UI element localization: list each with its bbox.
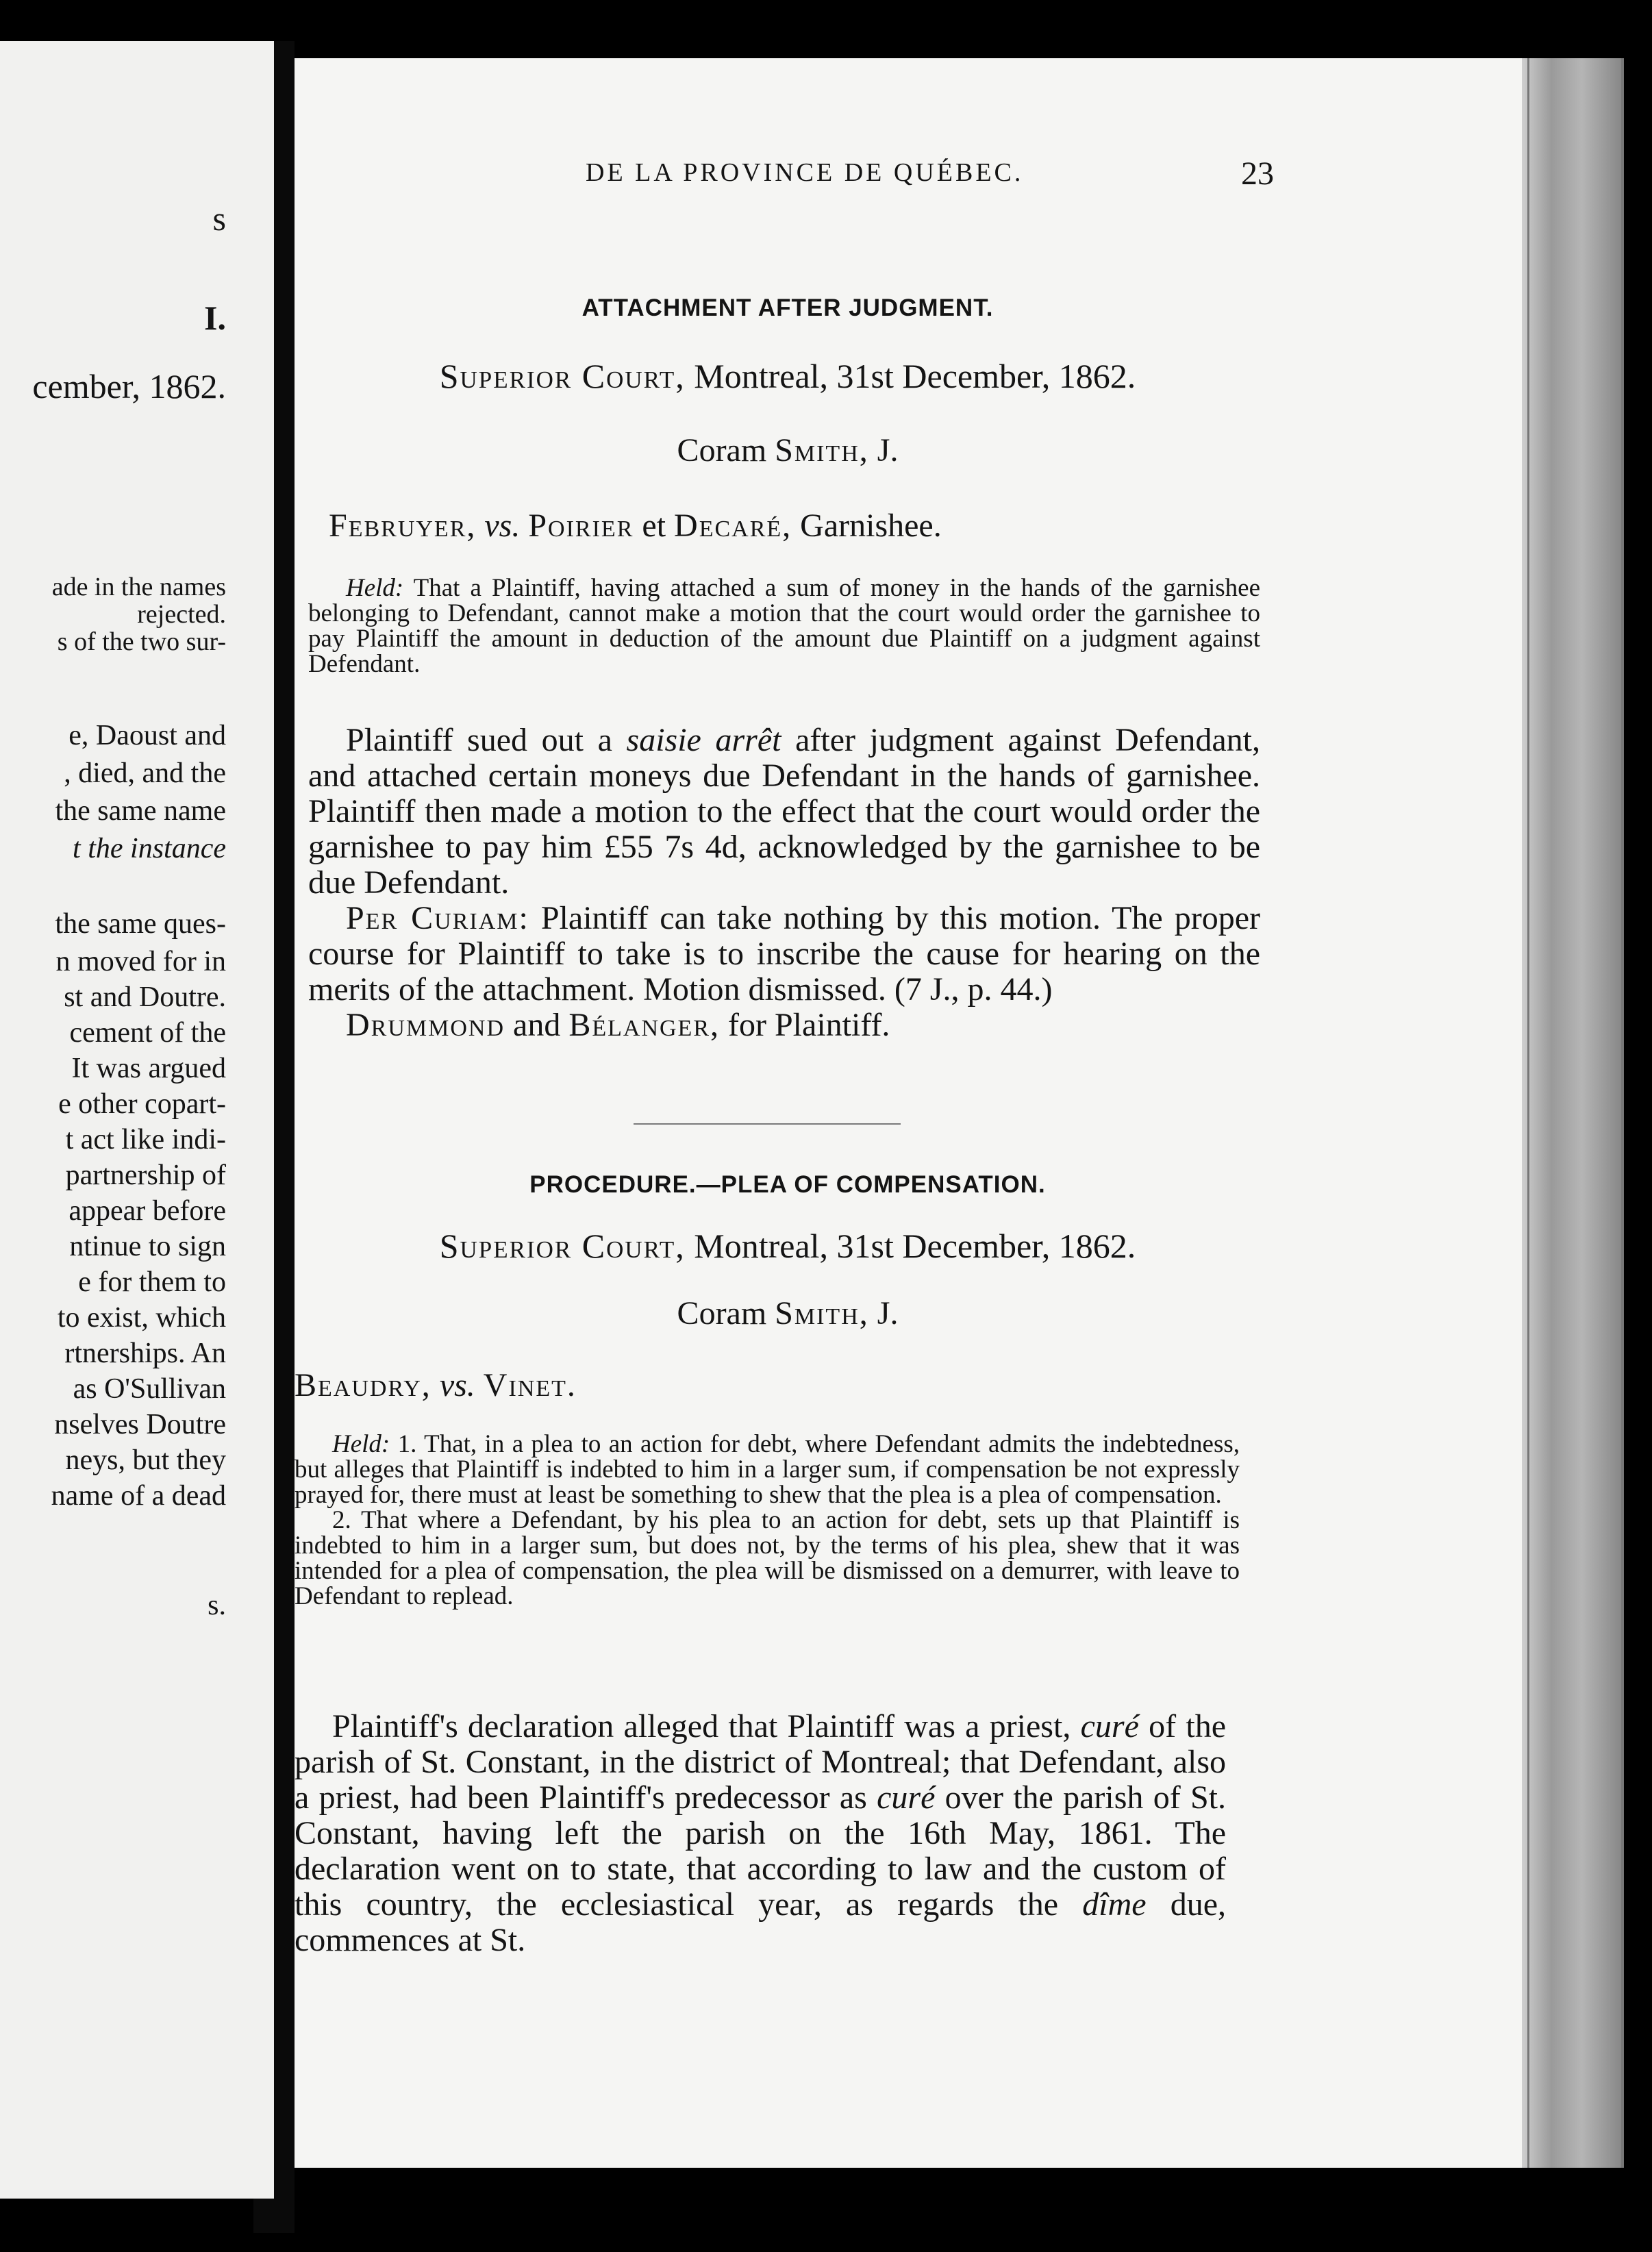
page-edge-line xyxy=(1527,58,1529,2168)
coram-prefix: Coram xyxy=(677,432,775,468)
per-curiam: Per Curiam: xyxy=(346,900,529,936)
case1-parties xyxy=(329,507,1288,545)
case1-title: ATTACHMENT AFTER JUDGMENT. xyxy=(581,295,994,321)
paragraph-text: of the parish of St. Constant, in the district of Montreal; that Defendant, also a priest, had been Plaintiff's predecessor as xyxy=(295,1708,1226,1816)
fragment-line: as O'Sullivan xyxy=(73,1373,226,1405)
fragment-line: neys, but they xyxy=(65,1444,226,1476)
section-divider xyxy=(634,1123,901,1125)
fragment-line: the same name xyxy=(55,795,226,827)
fragment-line: t the instance xyxy=(73,833,226,864)
fragment-line: appear before xyxy=(68,1195,226,1227)
fragment-line: e for them to xyxy=(78,1266,226,1298)
fragment-line: name of a dead xyxy=(51,1480,226,1512)
defendant-name: Vinet. xyxy=(483,1367,577,1403)
case1-body xyxy=(308,723,1260,1043)
held-label: Held: xyxy=(346,574,404,602)
fragment-line: nselves Doutre xyxy=(54,1409,226,1440)
case1-coram xyxy=(308,431,1267,469)
coram-judge: Smith, xyxy=(775,1295,869,1331)
versus: vs. xyxy=(476,508,529,544)
saisie-arret: saisie arrêt xyxy=(626,722,781,758)
garnishee-label: Garnishee. xyxy=(792,508,942,544)
cure-term: curé xyxy=(877,1779,936,1816)
fragment-line: e, Daoust and xyxy=(68,720,226,751)
case2-parties xyxy=(295,1366,1253,1404)
coram-suffix: J. xyxy=(868,432,899,468)
fragment-line: ntinue to sign xyxy=(69,1231,226,1262)
fragment-line: ade in the names xyxy=(51,573,226,601)
counsel-name: Bélanger, xyxy=(568,1007,721,1043)
fragment-line: n moved for in xyxy=(55,946,226,977)
held-text: That a Plaintiff, having attached a sum of money in the hands of the garnishee belonging to Defendant, cannot make a motion that the court would order the garnishee to pay Plaintiff the amount in deduction of the amount due Plaintiff on a judgment against Defendant. xyxy=(308,574,1260,678)
coram-suffix: J. xyxy=(868,1295,899,1331)
case2-held xyxy=(295,1431,1240,1609)
garnishee-name: Decaré, xyxy=(674,508,792,544)
cure-term: curé xyxy=(1080,1708,1139,1744)
paragraph-text: Plaintiff sued out a xyxy=(346,722,627,758)
fragment-line: It was argued xyxy=(71,1053,226,1084)
page-edge-line xyxy=(1621,58,1624,2168)
fragment-line: I. xyxy=(204,299,226,337)
versus: vs. xyxy=(431,1367,484,1403)
case2-court xyxy=(308,1226,1267,1266)
previous-page-fragment xyxy=(0,41,274,2199)
case1-court xyxy=(308,356,1267,396)
fragment-line: to exist, which xyxy=(57,1302,226,1334)
court-place-date: Montreal, 31st December, 1862. xyxy=(685,1227,1136,1265)
paragraph-text: after judgment against Defendant, and attached certain moneys due Defendant in the hands of garnishee. Plaintiff then made a motion to the effect that the court would order the garnishee to pay him £55 7s 4d, acknowledged by the garnishee to be due Defendant. xyxy=(308,722,1260,901)
fragment-line: st and Doutre. xyxy=(64,981,226,1013)
plaintiff-name: Beaudry, xyxy=(295,1367,431,1403)
case2-title: PROCEDURE.—PLEA OF COMPENSATION. xyxy=(529,1171,1046,1198)
held-point-1: 1. That, in a plea to an action for debt, where Defendant admits the indebtedness, but alleges that Plaintiff is indebted to him in a larger sum, if compensation be not expressly prayed for, there must at least be something to shew that the plea is a plea of compensation. xyxy=(295,1430,1240,1509)
running-head xyxy=(308,155,1274,199)
fragment-line: s. xyxy=(208,1590,226,1621)
paragraph-text: due, commences at St. xyxy=(295,1886,1226,1958)
citation: (7 J., p. 44.) xyxy=(894,971,1053,1008)
defendant-name: Poirier xyxy=(528,508,634,544)
fragment-line: e other copart- xyxy=(58,1088,226,1120)
fragment-line: the same ques- xyxy=(55,908,226,940)
page-number: 23 xyxy=(1241,155,1274,192)
fragment-line: s of the two sur- xyxy=(57,627,226,656)
paragraph-text: Plaintiff's declaration alleged that Plaintiff was a priest, xyxy=(332,1708,1081,1744)
counsel-and: and xyxy=(505,1007,569,1043)
paragraph-text: over the parish of St. Constant, having left the parish on the 16th May, 1861. The declaration went on to state, that according to law and the custom of this country, the ecclesiastical year, as regards the xyxy=(295,1779,1226,1923)
plaintiff-name: Februyer, xyxy=(329,508,477,544)
case1-held xyxy=(308,575,1260,677)
coram-prefix: Coram xyxy=(677,1295,775,1331)
fragment-line: cember, 1862. xyxy=(32,367,226,405)
court-place-date: Montreal, 31st December, 1862. xyxy=(685,357,1136,395)
paragraph-text: Plaintiff can take nothing by this motion. The proper course for Plaintiff to take is to inscribe the cause for hearing on the merits of the attachment. Motion dismissed. xyxy=(308,900,1260,1008)
counsel-name: Drummond xyxy=(346,1007,505,1043)
held-point-2: 2. That where a Defendant, by his plea to an action for debt, sets up that Plaintiff is indebted to him in a larger sum, but does not, by the terms of his plea, shew that it was intended for a plea of compensation, the plea will be dismissed on a demurrer, with leave to Defendant to replead. xyxy=(295,1506,1240,1610)
coram-judge: Smith, xyxy=(775,432,869,468)
fragment-line: t act like indi- xyxy=(65,1124,226,1155)
fragment-line: partnership of xyxy=(65,1160,226,1191)
case2-body xyxy=(295,1709,1226,1958)
et: et xyxy=(634,508,675,544)
case2-coram xyxy=(308,1294,1267,1332)
fragment-line: s xyxy=(212,199,226,238)
fragment-line: cement of the xyxy=(69,1017,226,1049)
court-name: Superior Court, xyxy=(439,357,686,395)
running-title: DE LA PROVINCE DE QUÉBEC. xyxy=(586,158,1024,187)
court-name: Superior Court, xyxy=(439,1227,686,1265)
page-edge xyxy=(1522,58,1621,2168)
fragment-line: , died, and the xyxy=(64,758,226,789)
dime-term: dîme xyxy=(1082,1886,1147,1923)
counsel-role: for Plaintiff. xyxy=(720,1007,890,1043)
fragment-line: rtnerships. An xyxy=(64,1338,226,1369)
held-label: Held: xyxy=(332,1430,390,1458)
fragment-line: rejected. xyxy=(137,600,226,629)
